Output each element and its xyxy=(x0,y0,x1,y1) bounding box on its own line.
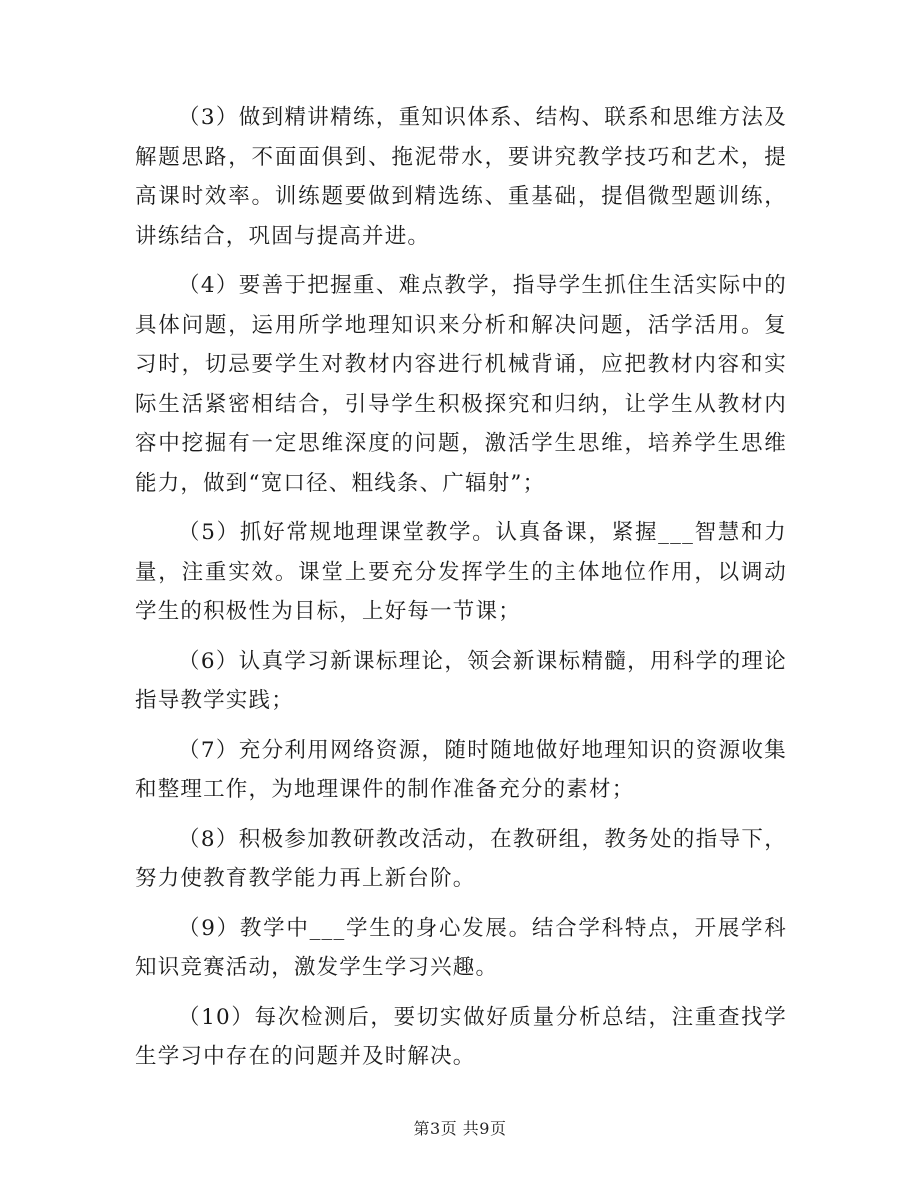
paragraph-item-8: （8）积极参加教研教改活动，在教研组，教务处的指导下，努力使教育教学能力再上新台阶。 xyxy=(135,826,787,891)
paragraph-item-4: （4）要善于把握重、难点教学，指导学生抓住生活实际中的具体问题，运用所学地理知识来分析和解决问题，活学活用。复习时，切忌要学生对教材内容进行机械背诵，应把教材内容和实际生活紧密相结合，引导学生积极探究和归纳，让学生从教材内容中挖掘有一定思维深度的问题，激活学生思维，培养学生思维能力，做到“宽口径、粗线条、广辐射”； xyxy=(135,273,787,496)
page-footer xyxy=(0,1116,920,1139)
document-body xyxy=(135,98,787,1087)
paragraph-item-9: （9）教学中___学生的身心发展。结合学科特点，开展学科知识竞赛活动，激发学生学习兴趣。 xyxy=(135,915,787,980)
paragraph-item-6: （6）认真学习新课标理论，领会新课标精髓，用科学的理论指导教学实践； xyxy=(135,648,787,713)
paragraph-item-7: （7）充分利用网络资源，随时随地做好地理知识的资源收集和整理工作，为地理课件的制作准备充分的素材； xyxy=(135,737,787,802)
paragraph-item-5: （5）抓好常规地理课堂教学。认真备课，紧握___智慧和力量，注重实效。课堂上要充分发挥学生的主体地位作用，以调动学生的积极性为目标，上好每一节课； xyxy=(135,520,787,624)
page-number-label: 第3页 共9页 xyxy=(413,1119,507,1138)
paragraph-item-3: （3）做到精讲精练，重知识体系、结构、联系和思维方法及解题思路，不面面俱到、拖泥带水，要讲究教学技巧和艺术，提高课时效率。训练题要做到精选练、重基础，提倡微型题训练，讲练结合，巩固与提高并进。 xyxy=(135,105,787,249)
paragraph-item-10: （10）每次检测后，要切实做好质量分析总结，注重查找学生学习中存在的问题并及时解决。 xyxy=(135,1004,787,1069)
